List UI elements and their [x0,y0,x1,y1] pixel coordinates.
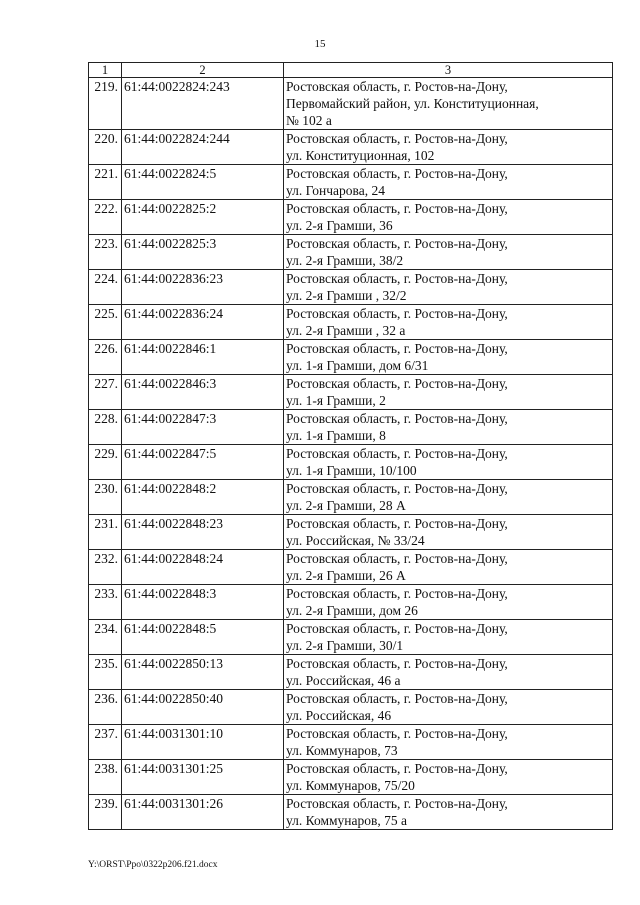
cadastral-number: 61:44:0022825:2 [122,200,284,235]
column-header-2: 2 [122,63,284,78]
address-cell [284,690,613,725]
address-cell [284,795,613,830]
row-number: 239. [89,795,122,830]
row-number: 234. [89,620,122,655]
cadastral-number: 61:44:0022847:5 [122,445,284,480]
cadastral-number: 61:44:0022848:2 [122,480,284,515]
row-number: 232. [89,550,122,585]
address-line: Ростовская область, г. Ростов-на-Дону, [286,79,508,94]
cadastral-number: 61:44:0031301:26 [122,795,284,830]
table-header-row [89,63,613,78]
table-row [89,270,613,305]
address-line: ул. Российская, 46 а [286,673,401,688]
address-line: ул. Российская, № 33/24 [286,533,425,548]
cadastral-number: 61:44:0022846:3 [122,375,284,410]
row-number: 236. [89,690,122,725]
table-row [89,725,613,760]
row-number: 221. [89,165,122,200]
address-line: Ростовская область, г. Ростов-на-Дону, [286,201,508,216]
address-cell [284,340,613,375]
address-line: ул. 2-я Грамши , 32/2 [286,288,407,303]
table-row [89,130,613,165]
address-line: ул. Конституционная, 102 [286,148,435,163]
table-row [89,165,613,200]
cadastral-number: 61:44:0022850:13 [122,655,284,690]
table-row [89,305,613,340]
cadastral-number: 61:44:0022824:5 [122,165,284,200]
cadastral-table [88,62,613,830]
address-line: Ростовская область, г. Ростов-на-Дону, [286,551,508,566]
table-row [89,760,613,795]
address-line: Ростовская область, г. Ростов-на-Дону, [286,586,508,601]
row-number: 224. [89,270,122,305]
column-header-1: 1 [89,63,122,78]
table-row [89,375,613,410]
row-number: 228. [89,410,122,445]
table-row [89,340,613,375]
address-line: Ростовская область, г. Ростов-на-Дону, [286,236,508,251]
row-number: 227. [89,375,122,410]
address-line: Ростовская область, г. Ростов-на-Дону, [286,621,508,636]
address-line: ул. 2-я Грамши , 32 а [286,323,406,338]
address-line: ул. 1-я Грамши, дом 6/31 [286,358,429,373]
address-line: ул. 2-я Грамши, 36 [286,218,393,233]
table-row [89,550,613,585]
address-line: Ростовская область, г. Ростов-на-Дону, [286,306,508,321]
address-line: ул. 2-я Грамши, 26 А [286,568,406,583]
row-number: 226. [89,340,122,375]
table-row [89,515,613,550]
address-line: Первомайский район, ул. Конституционная, [286,96,539,111]
row-number: 230. [89,480,122,515]
address-line: ул. 2-я Грамши, дом 26 [286,603,418,618]
address-line: Ростовская область, г. Ростов-на-Дону, [286,376,508,391]
address-line: Ростовская область, г. Ростов-на-Дону, [286,446,508,461]
row-number: 235. [89,655,122,690]
address-cell [284,445,613,480]
cadastral-number: 61:44:0022847:3 [122,410,284,445]
address-cell [284,305,613,340]
row-number: 238. [89,760,122,795]
address-line: Ростовская область, г. Ростов-на-Дону, [286,166,508,181]
table-row [89,410,613,445]
table-row [89,795,613,830]
address-cell [284,550,613,585]
address-cell [284,480,613,515]
row-number: 223. [89,235,122,270]
row-number: 220. [89,130,122,165]
address-cell [284,375,613,410]
table-row [89,235,613,270]
table-row [89,690,613,725]
address-line: ул. Коммунаров, 75/20 [286,778,415,793]
address-cell [284,235,613,270]
table-row [89,200,613,235]
address-line: Ростовская область, г. Ростов-на-Дону, [286,726,508,741]
address-line: ул. 1-я Грамши, 8 [286,428,386,443]
cadastral-number: 61:44:0022850:40 [122,690,284,725]
address-line: Ростовская область, г. Ростов-на-Дону, [286,761,508,776]
address-line: Ростовская область, г. Ростов-на-Дону, [286,411,508,426]
address-cell [284,410,613,445]
address-line: Ростовская область, г. Ростов-на-Дону, [286,656,508,671]
row-number: 225. [89,305,122,340]
address-cell [284,725,613,760]
cadastral-number: 61:44:0022824:243 [122,78,284,130]
cadastral-number: 61:44:0022848:5 [122,620,284,655]
address-cell [284,585,613,620]
cadastral-number: 61:44:0022848:3 [122,585,284,620]
address-line: ул. 1-я Грамши, 10/100 [286,463,417,478]
row-number: 222. [89,200,122,235]
row-number: 233. [89,585,122,620]
address-cell [284,200,613,235]
address-cell [284,270,613,305]
cadastral-number: 61:44:0022824:244 [122,130,284,165]
row-number: 219. [89,78,122,130]
row-number: 229. [89,445,122,480]
page-number: 15 [314,38,326,50]
address-line: Ростовская область, г. Ростов-на-Дону, [286,131,508,146]
address-line: № 102 а [286,113,332,128]
address-cell [284,760,613,795]
row-number: 237. [89,725,122,760]
cadastral-number: 61:44:0022846:1 [122,340,284,375]
cadastral-number: 61:44:0022848:23 [122,515,284,550]
table-body [89,78,613,830]
address-line: ул. Российская, 46 [286,708,392,723]
table-row [89,585,613,620]
table-row [89,480,613,515]
address-cell [284,130,613,165]
address-line: Ростовская область, г. Ростов-на-Дону, [286,516,508,531]
cadastral-number: 61:44:0022836:23 [122,270,284,305]
address-line: ул. 1-я Грамши, 2 [286,393,386,408]
cadastral-number: 61:44:0031301:25 [122,760,284,795]
cadastral-number: 61:44:0022836:24 [122,305,284,340]
address-line: Ростовская область, г. Ростов-на-Дону, [286,271,508,286]
row-number: 231. [89,515,122,550]
column-header-3: 3 [284,63,613,78]
address-line: ул. Гончарова, 24 [286,183,385,198]
address-cell [284,655,613,690]
address-line: Ростовская область, г. Ростов-на-Дону, [286,691,508,706]
cadastral-number: 61:44:0022825:3 [122,235,284,270]
address-line: ул. 2-я Грамши, 28 А [286,498,406,513]
table-row [89,620,613,655]
cadastral-number: 61:44:0022848:24 [122,550,284,585]
address-line: Ростовская область, г. Ростов-на-Дону, [286,341,508,356]
address-line: ул. 2-я Грамши, 38/2 [286,253,404,268]
address-line: Ростовская область, г. Ростов-на-Дону, [286,796,508,811]
address-cell [284,515,613,550]
table-row [89,78,613,130]
table-row [89,655,613,690]
address-line: ул. Коммунаров, 73 [286,743,398,758]
address-line: Ростовская область, г. Ростов-на-Дону, [286,481,508,496]
address-cell [284,620,613,655]
cadastral-number: 61:44:0031301:10 [122,725,284,760]
footer-file-path: Y:\ORST\Ppo\0322p206.f21.docx [88,860,218,870]
table-row [89,445,613,480]
address-cell [284,78,613,130]
address-line: ул. 2-я Грамши, 30/1 [286,638,404,653]
address-cell [284,165,613,200]
address-line: ул. Коммунаров, 75 а [286,813,408,828]
